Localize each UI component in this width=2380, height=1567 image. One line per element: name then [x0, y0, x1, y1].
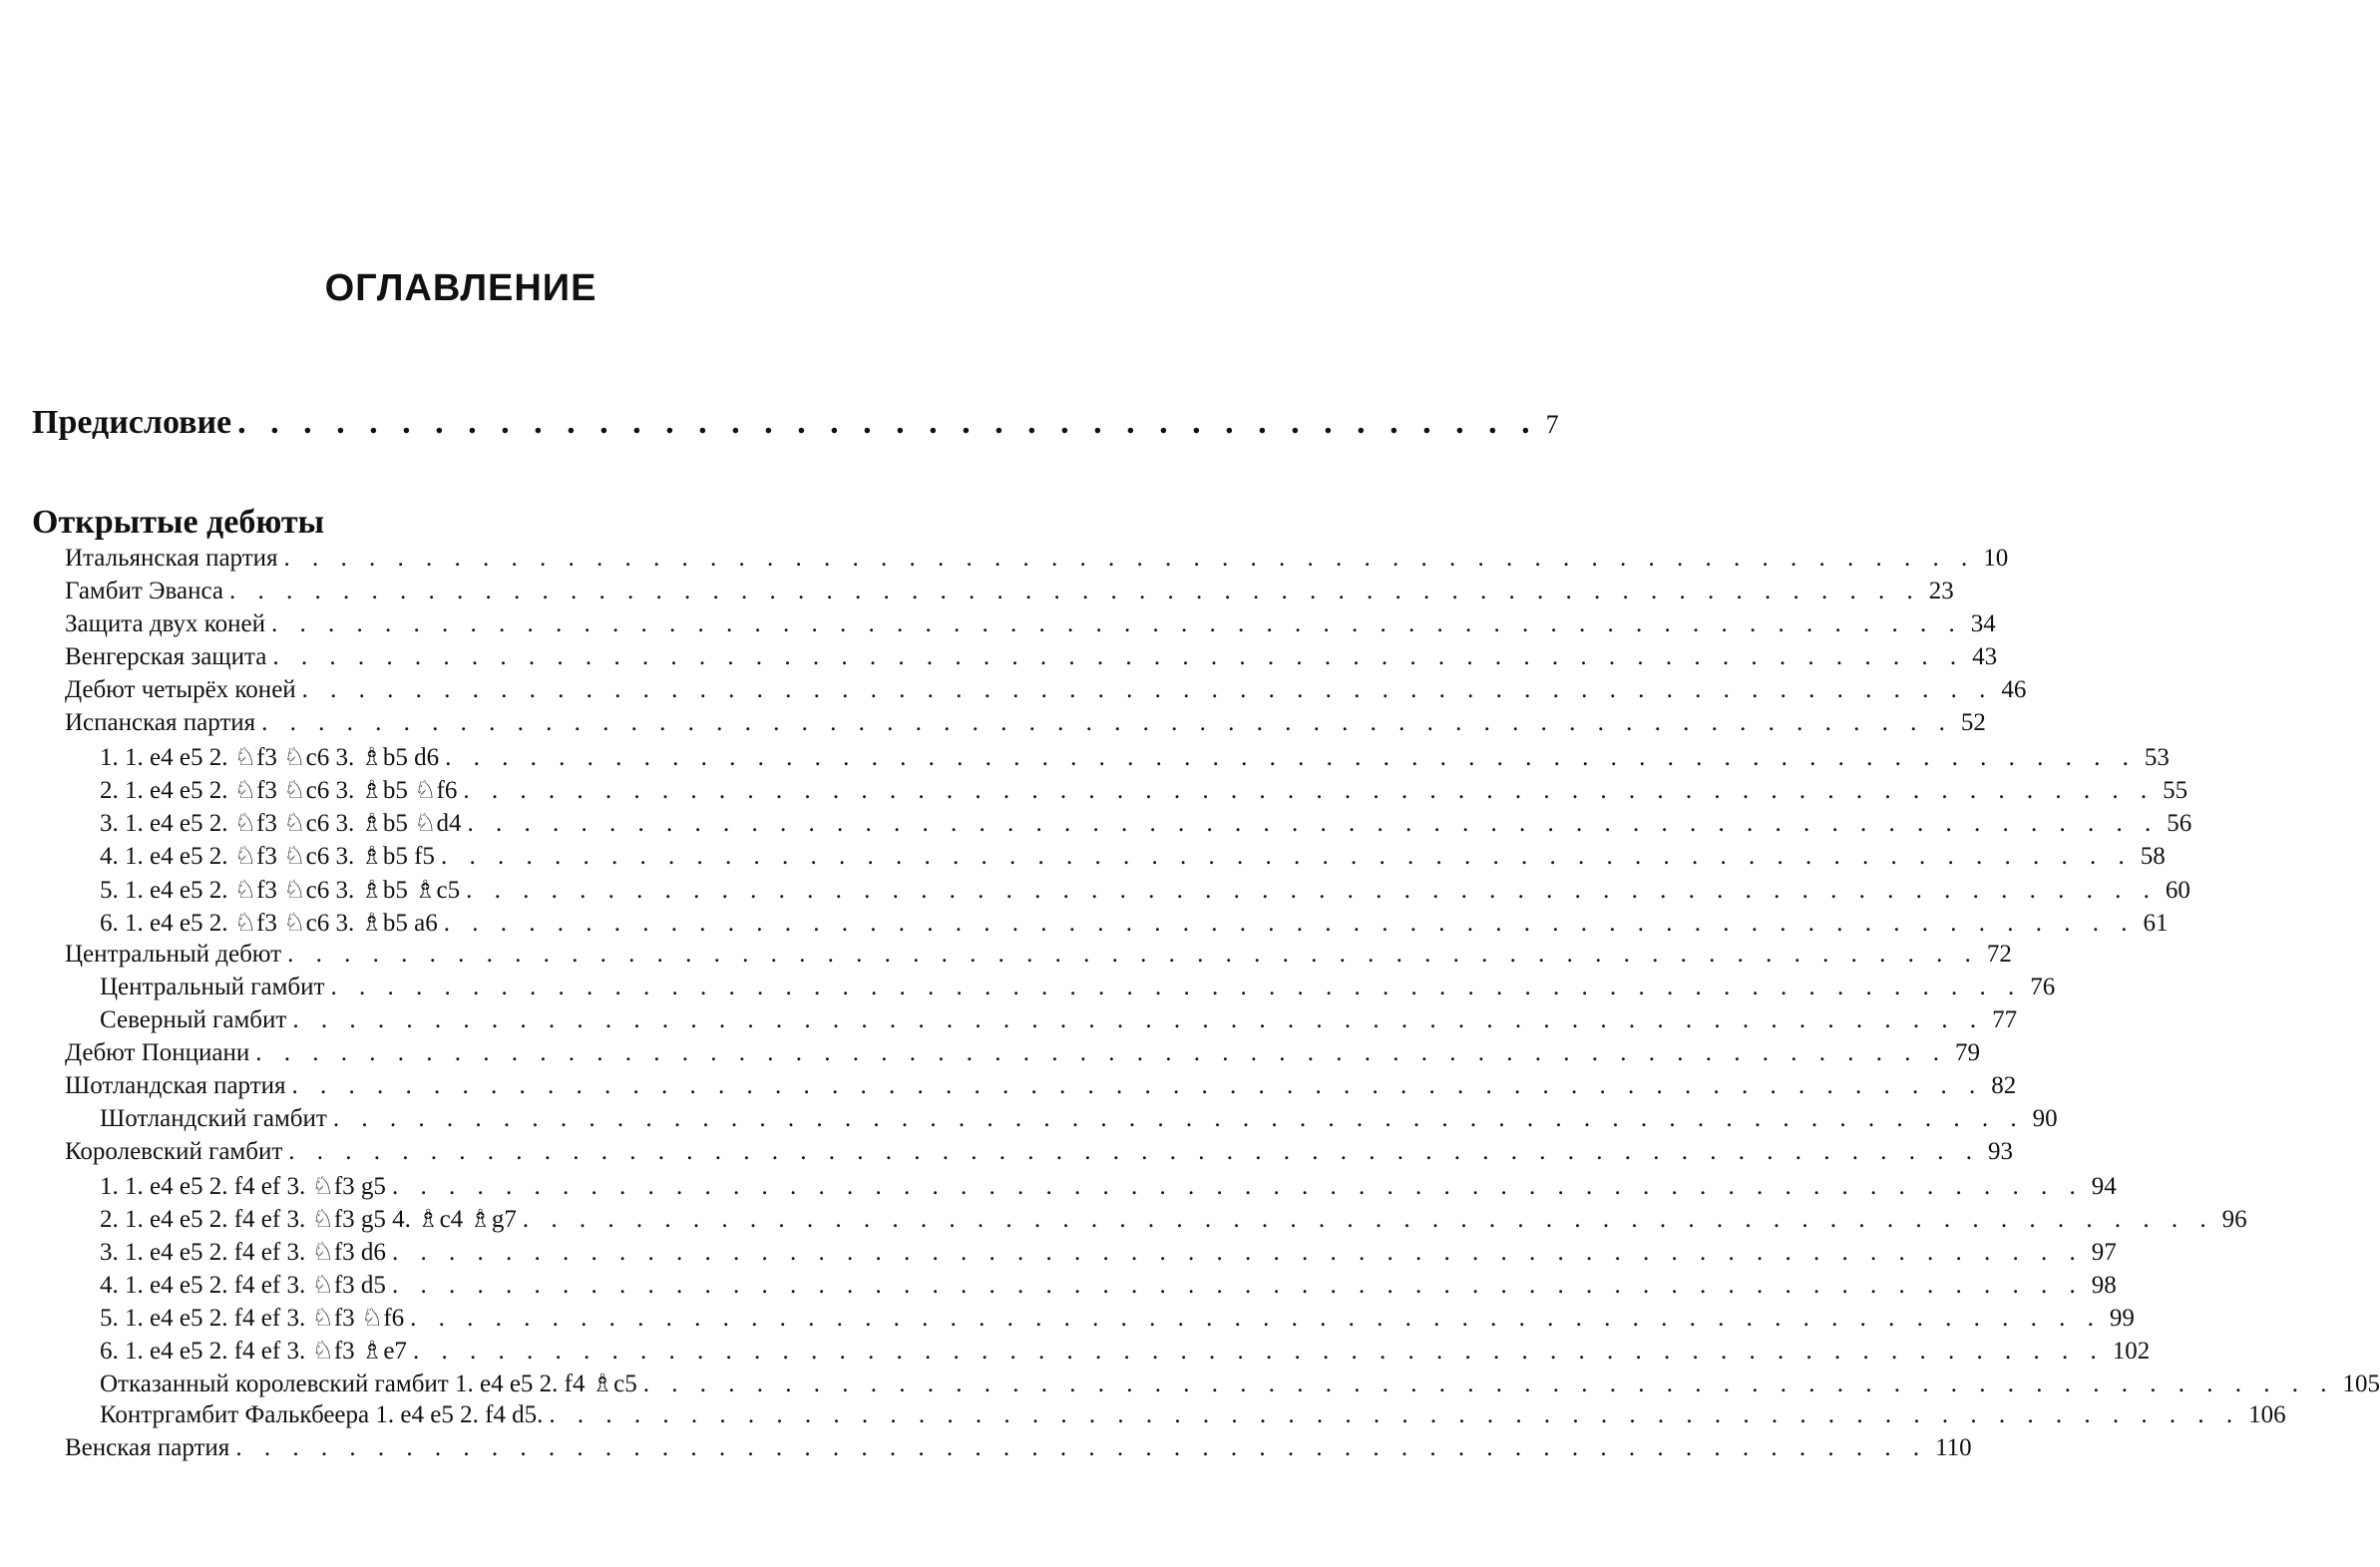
toc-page-number: 99 [2109, 1305, 2135, 1332]
toc-entry-row[interactable] [65, 1434, 1972, 1466]
toc-entry-label: Дебют Понциани [65, 1039, 250, 1066]
toc-entry-row[interactable] [65, 709, 1986, 741]
dot-leader: . . . . . . . . . . . . . . . . . . . . . . . . . . . . . . . . . . . . . . . . . . . . . . . . . . . . . . . . . . . . [261, 709, 1953, 736]
toc-entry-label: Защита двух коней [65, 610, 265, 637]
toc-entry-row[interactable] [100, 1303, 2135, 1335]
toc-page-number: 106 [2248, 1401, 2286, 1428]
toc-page-number: 55 [2163, 777, 2188, 804]
toc-page-number: 94 [2091, 1173, 2117, 1200]
dot-leader: . . . . . . . . . . . . . . . . . . . . . . . . . . . . . . . . . . . . . . . . . . . . . . . . . . . . . . . . . . . . [332, 1105, 2025, 1132]
section-heading: Открытые дебюты [32, 504, 325, 541]
toc-entry-row[interactable] [100, 841, 2166, 873]
toc-page-number: 102 [2112, 1338, 2151, 1365]
toc-page-number: 23 [1928, 578, 1954, 604]
dot-leader: . . . . . . . . . . . . . . . . . . . . . . . . . . . . . . . . . . . . . . . . . . . . . . . . . . . . . . . . . . . . [391, 1173, 2084, 1200]
toc-entry-label: Северный гамбит [100, 1006, 287, 1033]
dot-leader: . . . . . . . . . . . . . . . . . . . . . . . . . . . . . . . . . . . . . . . . . . . . . . . . . . . . . . . . . . . . [522, 1206, 2214, 1233]
toc-entry-row[interactable] [100, 1401, 2286, 1433]
toc-entry-label: 3. 1. e4 e5 2. ♘f3 ♘c6 3. ♗b5 ♘d4 [100, 810, 462, 837]
dot-leader: . . . . . . . . . . . . . . . . . . . . . . . . . . . . . . . . . . . . . . . . . . . . . . . . . . . . . . . . . . . . [287, 941, 1979, 968]
toc-page-number: 7 [1545, 410, 1559, 439]
dot-leader: . . . . . . . . . . . . . . . . . . . . . . . . . . . . . . . . . . . . . . . . [237, 404, 1538, 441]
toc-entry-label: 2. 1. e4 e5 2. ♘f3 ♘c6 3. ♗b5 ♘f6 [100, 777, 458, 804]
toc-entry-row[interactable] [100, 775, 2188, 807]
toc-preface-row[interactable] [32, 404, 1559, 450]
dot-leader: . . . . . . . . . . . . . . . . . . . . . . . . . . . . . . . . . . . . . . . . . . . . . . . . . . . . . . . . . . . . [272, 643, 1965, 670]
toc-entry-row[interactable] [100, 1237, 2117, 1269]
toc-page-number: 97 [2091, 1239, 2117, 1266]
dot-leader: . . . . . . . . . . . . . . . . . . . . . . . . . . . . . . . . . . . . . . . . . . . . . . . . . . . . . . . . . . . . [255, 1039, 1947, 1066]
toc-page-number: 72 [1986, 941, 2012, 968]
toc-entry-label: Центральный гамбит [100, 974, 325, 1000]
toc-entry-label: Предисловие [32, 404, 232, 441]
toc-entry-row[interactable] [100, 1369, 2380, 1400]
toc-page-number: 93 [1988, 1138, 2014, 1165]
toc-entry-label: 4. 1. e4 e5 2. ♘f3 ♘c6 3. ♗b5 f5 [100, 843, 435, 870]
toc-entry-row[interactable] [65, 578, 1954, 609]
dot-leader: . . . . . . . . . . . . . . . . . . . . . . . . . . . . . . . . . . . . . . . . . . . . . . . . . . . . . . . . . . . . [466, 877, 2158, 904]
toc-page-number: 98 [2091, 1272, 2117, 1299]
toc-entry-label: 2. 1. e4 e5 2. f4 ef 3. ♘f3 g5 4. ♗c4 ♗g7 [100, 1206, 517, 1233]
toc-entry-row[interactable] [65, 1039, 1980, 1071]
toc-entry-row[interactable] [65, 941, 2012, 973]
dot-leader: . . . . . . . . . . . . . . . . . . . . . . . . . . . . . . . . . . . . . . . . . . . . . . . . . . . . . . . . . . . . [549, 1401, 2241, 1428]
toc-page-number: 43 [1972, 643, 1998, 670]
toc-entry-label: Итальянская партия [65, 545, 278, 572]
toc-entry-row[interactable] [100, 1336, 2151, 1368]
dot-leader: . . . . . . . . . . . . . . . . . . . . . . . . . . . . . . . . . . . . . . . . . . . . . . . . . . . . . . . . . . . . [301, 676, 1994, 703]
toc-entry-row[interactable] [100, 908, 2169, 940]
toc-entry-row[interactable] [100, 875, 2190, 907]
toc-entry-label: 5. 1. e4 e5 2. f4 ef 3. ♘f3 ♘f6 [100, 1305, 405, 1332]
toc-page-number: 53 [2144, 744, 2170, 771]
dot-leader: . . . . . . . . . . . . . . . . . . . . . . . . . . . . . . . . . . . . . . . . . . . . . . . . . . . . . . . . . . . . [288, 1138, 1981, 1165]
toc-entry-row[interactable] [100, 1171, 2117, 1203]
toc-entry-label: 1. 1. e4 e5 2. f4 ef 3. ♘f3 g5 [100, 1173, 386, 1200]
toc-entry-label: Отказанный королевский гамбит 1. e4 e5 2. f4 ♗c5 [100, 1371, 637, 1397]
toc-entry-label: 6. 1. e4 e5 2. f4 ef 3. ♘f3 ♗e7 [100, 1338, 407, 1365]
toc-page-number: 96 [2221, 1206, 2247, 1233]
toc-entry-label: Венская партия [65, 1434, 230, 1461]
dot-leader: . . . . . . . . . . . . . . . . . . . . . . . . . . . . . . . . . . . . . . . . . . . . . . . . . . . . . . . . . . . . [235, 1434, 1928, 1461]
dot-leader: . . . . . . . . . . . . . . . . . . . . . . . . . . . . . . . . . . . . . . . . . . . . . . . . . . . . . . . . . . . . [463, 777, 2156, 804]
toc-page-number: 46 [2001, 676, 2027, 703]
toc-entry-row[interactable] [100, 1270, 2117, 1302]
toc-entry-row[interactable] [100, 1204, 2247, 1236]
dot-leader: . . . . . . . . . . . . . . . . . . . . . . . . . . . . . . . . . . . . . . . . . . . . . . . . . . . . . . . . . . . . [412, 1338, 2105, 1365]
toc-entry-row[interactable] [100, 974, 2056, 1005]
toc-page-number: 34 [1970, 610, 1996, 637]
toc-page-number: 110 [1935, 1434, 1972, 1461]
dot-leader: . . . . . . . . . . . . . . . . . . . . . . . . . . . . . . . . . . . . . . . . . . . . . . . . . . . . . . . . . . . . [270, 610, 1963, 637]
dot-leader: . . . . . . . . . . . . . . . . . . . . . . . . . . . . . . . . . . . . . . . . . . . . . . . . . . . . . . . . . . . . [292, 1006, 1985, 1033]
dot-leader: . . . . . . . . . . . . . . . . . . . . . . . . . . . . . . . . . . . . . . . . . . . . . . . . . . . . . . . . . . . . [283, 545, 1976, 572]
dot-leader: . . . . . . . . . . . . . . . . . . . . . . . . . . . . . . . . . . . . . . . . . . . . . . . . . . . . . . . . . . . . [467, 810, 2160, 837]
toc-entry-label: 5. 1. e4 e5 2. ♘f3 ♘c6 3. ♗b5 ♗c5 [100, 877, 461, 904]
toc-entry-row[interactable] [65, 610, 1996, 642]
toc-entry-row[interactable] [65, 545, 2009, 577]
toc-entry-label: 1. 1. e4 e5 2. ♘f3 ♘c6 3. ♗b5 d6 [100, 744, 440, 771]
dot-leader: . . . . . . . . . . . . . . . . . . . . . . . . . . . . . . . . . . . . . . . . . . . . . . . . . . . . . . . . . . . . [391, 1272, 2084, 1299]
toc-page-number: 10 [1983, 545, 2009, 572]
toc-page-number: 52 [1960, 709, 1986, 736]
toc-entry-label: Венгерская защита [65, 643, 267, 670]
toc-entry-label: Королевский гамбит [65, 1138, 283, 1165]
toc-entry-label: Гамбит Эванса [65, 578, 223, 604]
toc-entry-row[interactable] [65, 643, 1998, 675]
toc-page-number: 56 [2167, 810, 2192, 837]
toc-entry-label: Шотландская партия [65, 1072, 286, 1099]
toc-page-number: 77 [1992, 1006, 2018, 1033]
dot-leader: . . . . . . . . . . . . . . . . . . . . . . . . . . . . . . . . . . . . . . . . . . . . . . . . . . . . . . . . . . . . [330, 974, 2023, 1000]
dot-leader: . . . . . . . . . . . . . . . . . . . . . . . . . . . . . . . . . . . . . . . . . . . . . . . . . . . . . . . . . . . . [445, 744, 2137, 771]
toc-entry-row[interactable] [65, 1138, 2014, 1170]
toc-page-number: 58 [2140, 843, 2166, 870]
dot-leader: . . . . . . . . . . . . . . . . . . . . . . . . . . . . . . . . . . . . . . . . . . . . . . . . . . . . . . . . . . . . [642, 1371, 2335, 1397]
toc-entry-label: 4. 1. e4 e5 2. f4 ef 3. ♘f3 d5 [100, 1272, 386, 1299]
toc-entry-label: Центральный дебют [65, 941, 282, 968]
toc-page-number: 60 [2165, 877, 2190, 904]
toc-entry-label: Контргамбит Фалькбеера 1. e4 e5 2. f4 d5. [100, 1401, 544, 1428]
toc-page-number: 105 [2342, 1371, 2380, 1397]
toc-entry-row[interactable] [100, 1006, 2018, 1038]
toc-entry-label: Испанская партия [65, 709, 256, 736]
toc-page-number: 82 [1991, 1072, 2017, 1099]
dot-leader: . . . . . . . . . . . . . . . . . . . . . . . . . . . . . . . . . . . . . . . . . . . . . . . . . . . . . . . . . . . . [228, 578, 1921, 604]
toc-page-number: 90 [2032, 1105, 2058, 1132]
toc-page-number: 76 [2030, 974, 2056, 1000]
toc-entry-row[interactable] [65, 676, 2027, 708]
toc-entry-label: 3. 1. e4 e5 2. f4 ef 3. ♘f3 d6 [100, 1239, 386, 1266]
toc-entry-row[interactable] [100, 808, 2192, 840]
toc-entry-row[interactable] [100, 1105, 2058, 1137]
page-title: ОГЛАВЛЕНИЕ [324, 267, 597, 309]
toc-entry-row[interactable] [65, 1072, 2017, 1104]
dot-leader: . . . . . . . . . . . . . . . . . . . . . . . . . . . . . . . . . . . . . . . . . . . . . . . . . . . . . . . . . . . . [291, 1072, 1984, 1099]
toc-entry-label: 6. 1. e4 e5 2. ♘f3 ♘c6 3. ♗b5 a6 [100, 910, 438, 937]
dot-leader: . . . . . . . . . . . . . . . . . . . . . . . . . . . . . . . . . . . . . . . . . . . . . . . . . . . . . . . . . . . . [440, 843, 2133, 870]
toc-page-number: 79 [1955, 1039, 1980, 1066]
dot-leader: . . . . . . . . . . . . . . . . . . . . . . . . . . . . . . . . . . . . . . . . . . . . . . . . . . . . . . . . . . . . [410, 1305, 2102, 1332]
toc-entry-label: Шотландский гамбит [100, 1105, 327, 1132]
toc-entry-row[interactable] [100, 742, 2170, 774]
dot-leader: . . . . . . . . . . . . . . . . . . . . . . . . . . . . . . . . . . . . . . . . . . . . . . . . . . . . . . . . . . . . [391, 1239, 2084, 1266]
dot-leader: . . . . . . . . . . . . . . . . . . . . . . . . . . . . . . . . . . . . . . . . . . . . . . . . . . . . . . . . . . . . [443, 910, 2136, 937]
toc-page-number: 61 [2143, 910, 2169, 937]
toc-entry-label: Дебют четырёх коней [65, 676, 296, 703]
